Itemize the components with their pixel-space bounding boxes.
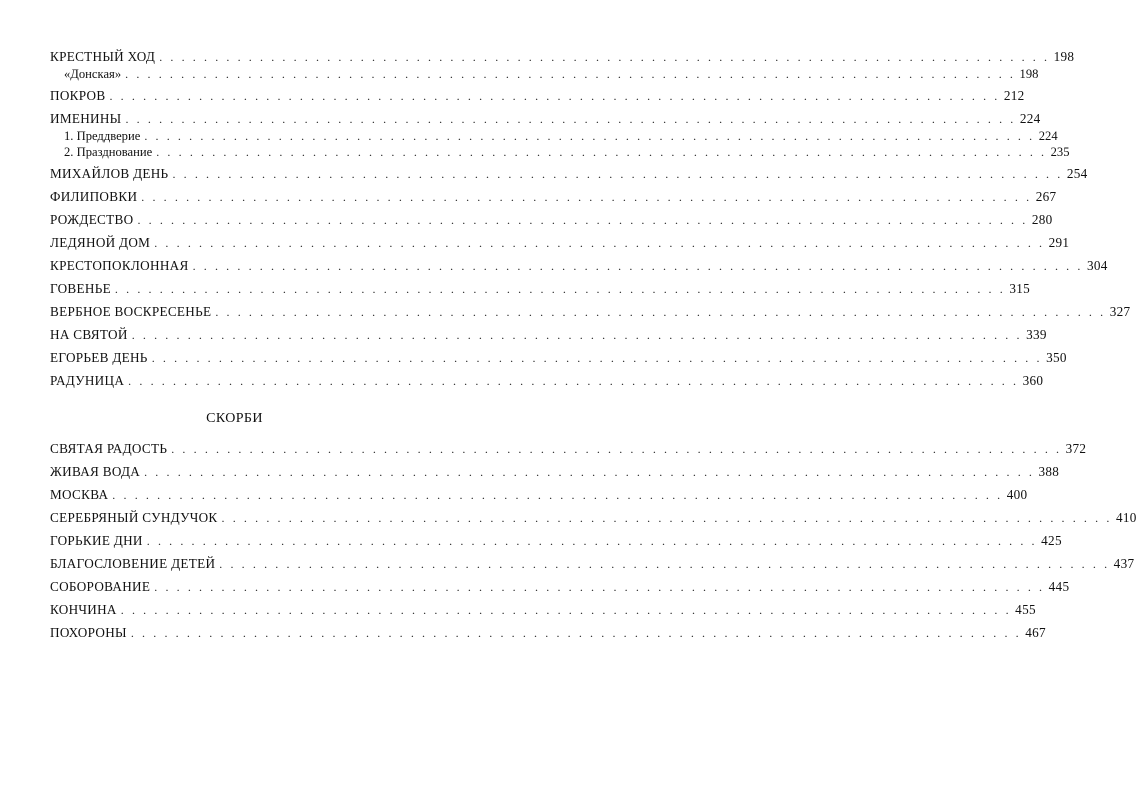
entry-title: КРЕСТОПОКЛОННАЯ xyxy=(50,258,189,273)
page-number: 400 xyxy=(1006,487,1028,502)
toc-entry xyxy=(50,235,1070,251)
toc-entry xyxy=(50,556,1135,572)
toc-entry xyxy=(50,49,1075,65)
page-number: 198 xyxy=(1019,67,1039,81)
toc-entry xyxy=(50,487,1028,503)
page-number: 350 xyxy=(1046,350,1067,365)
entry-title: НА СВЯТОЙ xyxy=(50,327,128,342)
toc-entry xyxy=(50,533,1062,549)
toc-subentry xyxy=(50,129,1058,143)
entry-title: СОБОРОВАНИЕ xyxy=(50,579,151,594)
dot-leader: . . . . . . . . . . . . . . . . . . . . . . . . . . . . . . . . . . . . . . . . . . . . . . . . . . . . . . . . . . . . . . . . . . . . . . . . . . . . . . . . xyxy=(151,351,1043,365)
entry-title: ГОВЕНЬЕ xyxy=(50,281,111,296)
entry-title: 2. Празднование xyxy=(64,145,153,159)
entry-title: 1. Преддверие xyxy=(64,129,141,143)
entry-title: КРЕСТНЫЙ ХОД xyxy=(50,49,156,64)
toc-entry xyxy=(50,88,1025,104)
entry-title: СЕРЕБРЯНЫЙ СУНДУЧОК xyxy=(50,510,218,525)
page-number: 224 xyxy=(1019,111,1041,126)
entry-title: РОЖДЕСТВО xyxy=(50,212,134,227)
dot-leader: . . . . . . . . . . . . . . . . . . . . . . . . . . . . . . . . . . . . . . . . . . . . . . . . . . . . . . . . . . . . . . . . . . . . . . . . . . . . . . . . xyxy=(154,236,1045,250)
toc-entry xyxy=(50,625,1046,641)
entry-title: ФИЛИПОВКИ xyxy=(50,189,138,204)
toc-entry xyxy=(50,304,1131,320)
entry-title: БЛАГОСЛОВЕНИЕ ДЕТЕЙ xyxy=(50,556,216,571)
page-number: 467 xyxy=(1025,625,1046,640)
toc-entry xyxy=(50,327,1047,343)
entry-title: ИМЕНИНЫ xyxy=(50,111,122,126)
page-number: 360 xyxy=(1022,373,1044,388)
dot-leader: . . . . . . . . . . . . . . . . . . . . . . . . . . . . . . . . . . . . . . . . . . . . . . . . . . . . . . . . . . . . . . . . . . . . . . . . . . . . . . . . xyxy=(219,557,1110,571)
dot-leader: . . . . . . . . . . . . . . . . . . . . . . . . . . . . . . . . . . . . . . . . . . . . . . . . . . . . . . . . . . . . . . . . . . . . . . . . . . . . . . . . xyxy=(112,488,1003,502)
toc-entry xyxy=(50,189,1057,205)
toc-entry xyxy=(50,166,1088,182)
dot-leader: . . . . . . . . . . . . . . . . . . . . . . . . . . . . . . . . . . . . . . . . . . . . . . . . . . . . . . . . . . . . . . . . . . . . . . . . . . . . . . . . xyxy=(171,442,1062,456)
dot-leader: . . . . . . . . . . . . . . . . . . . . . . . . . . . . . . . . . . . . . . . . . . . . . . . . . . . . . . . . . . . . . . . . . . . . . . . . . . . . . . . . xyxy=(131,328,1023,342)
page-number: 224 xyxy=(1038,129,1058,143)
entry-title: ЕГОРЬЕВ ДЕНЬ xyxy=(50,350,148,365)
dot-leader: . . . . . . . . . . . . . . . . . . . . . . . . . . . . . . . . . . . . . . . . . . . . . . . . . . . . . . . . . . . . . . . . . . . . . . . . . . . . . . . . xyxy=(154,580,1045,594)
toc-entry xyxy=(50,373,1044,389)
dot-leader: . . . . . . . . . . . . . . . . . . . . . . . . . . . . . . . . . . . . . . . . . . . . . . . . . . . . . . . . . . . . . . . . . . . . . . . . . . . . . . . . xyxy=(125,67,1016,81)
toc-entry xyxy=(50,111,1041,127)
dot-leader: . . . . . . . . . . . . . . . . . . . . . . . . . . . . . . . . . . . . . . . . . . . . . . . . . . . . . . . . . . . . . . . . . . . . . . . . . . . . . . . . xyxy=(215,305,1106,319)
section-heading: СКОРБИ xyxy=(206,411,263,426)
dot-leader: . . . . . . . . . . . . . . . . . . . . . . . . . . . . . . . . . . . . . . . . . . . . . . . . . . . . . . . . . . . . . . . . . . . . . . . . . . . . . . . . xyxy=(144,465,1035,479)
page-number: 339 xyxy=(1026,327,1047,342)
toc-entry xyxy=(50,258,1108,274)
dot-leader: . . . . . . . . . . . . . . . . . . . . . . . . . . . . . . . . . . . . . . . . . . . . . . . . . . . . . . . . . . . . . . . . . . . . . . . . . . . . . . . . xyxy=(114,282,1006,296)
entry-title: КОНЧИНА xyxy=(50,602,117,617)
entry-title: ПОХОРОНЫ xyxy=(50,625,127,640)
dot-leader: . . . . . . . . . . . . . . . . . . . . . . . . . . . . . . . . . . . . . . . . . . . . . . . . . . . . . . . . . . . . . . . . . . . . . . . . . . . . . . . . xyxy=(109,89,1000,103)
page-number: 425 xyxy=(1041,533,1062,548)
toc-entry xyxy=(50,350,1067,366)
entry-title: ЛЕДЯНОЙ ДОМ xyxy=(50,235,151,250)
page-number: 388 xyxy=(1038,464,1060,479)
entry-title: ВЕРБНОЕ ВОСКРЕСЕНЬЕ xyxy=(50,304,212,319)
page-number: 198 xyxy=(1053,49,1075,64)
dot-leader: . . . . . . . . . . . . . . . . . . . . . . . . . . . . . . . . . . . . . . . . . . . . . . . . . . . . . . . . . . . . . . . . . . . . . . . . . . . . . . . . xyxy=(221,511,1112,525)
page-number: 291 xyxy=(1048,235,1070,250)
dot-leader: . . . . . . . . . . . . . . . . . . . . . . . . . . . . . . . . . . . . . . . . . . . . . . . . . . . . . . . . . . . . . . . . . . . . . . . . . . . . . . . . xyxy=(125,112,1016,126)
dot-leader: . . . . . . . . . . . . . . . . . . . . . . . . . . . . . . . . . . . . . . . . . . . . . . . . . . . . . . . . . . . . . . . . . . . . . . . . . . . . . . . . xyxy=(172,167,1063,181)
toc-entry xyxy=(50,441,1087,457)
entry-title: «Донская» xyxy=(64,67,122,81)
dot-leader: . . . . . . . . . . . . . . . . . . . . . . . . . . . . . . . . . . . . . . . . . . . . . . . . . . . . . . . . . . . . . . . . . . . . . . . . . . . . . . . . xyxy=(144,129,1035,143)
page-number: 455 xyxy=(1015,602,1036,617)
page-number: 327 xyxy=(1109,304,1131,319)
dot-leader: . . . . . . . . . . . . . . . . . . . . . . . . . . . . . . . . . . . . . . . . . . . . . . . . . . . . . . . . . . . . . . . . . . . . . . . . . . . . . . . . xyxy=(120,603,1012,617)
entry-title: ПОКРОВ xyxy=(50,88,106,103)
table-of-contents xyxy=(50,49,1137,641)
toc-entry xyxy=(50,464,1060,480)
toc-entry xyxy=(50,212,1053,228)
dot-leader: . . . . . . . . . . . . . . . . . . . . . . . . . . . . . . . . . . . . . . . . . . . . . . . . . . . . . . . . . . . . . . . . . . . . . . . . . . . . . . . . xyxy=(128,374,1019,388)
dot-leader: . . . . . . . . . . . . . . . . . . . . . . . . . . . . . . . . . . . . . . . . . . . . . . . . . . . . . . . . . . . . . . . . . . . . . . . . . . . . . . . . xyxy=(146,534,1038,548)
page-number: 212 xyxy=(1003,88,1025,103)
page-number: 304 xyxy=(1086,258,1108,273)
dot-leader: . . . . . . . . . . . . . . . . . . . . . . . . . . . . . . . . . . . . . . . . . . . . . . . . . . . . . . . . . . . . . . . . . . . . . . . . . . . . . . . . xyxy=(130,626,1022,640)
toc-subentry xyxy=(50,145,1070,159)
toc-entry xyxy=(50,579,1070,595)
entry-title: РАДУНИЦА xyxy=(50,373,125,388)
dot-leader: . . . . . . . . . . . . . . . . . . . . . . . . . . . . . . . . . . . . . . . . . . . . . . . . . . . . . . . . . . . . . . . . . . . . . . . . . . . . . . . . xyxy=(159,50,1050,64)
page-number: 267 xyxy=(1035,189,1057,204)
entry-title: ГОРЬКИЕ ДНИ xyxy=(50,533,143,548)
page-number: 437 xyxy=(1113,556,1135,571)
page-number: 280 xyxy=(1031,212,1053,227)
entry-title: МИХАЙЛОВ ДЕНЬ xyxy=(50,166,169,181)
toc-entry xyxy=(50,602,1036,618)
page-number: 445 xyxy=(1048,579,1070,594)
dot-leader: . . . . . . . . . . . . . . . . . . . . . . . . . . . . . . . . . . . . . . . . . . . . . . . . . . . . . . . . . . . . . . . . . . . . . . . . . . . . . . . . xyxy=(156,145,1047,159)
page-number: 372 xyxy=(1065,441,1087,456)
dot-leader: . . . . . . . . . . . . . . . . . . . . . . . . . . . . . . . . . . . . . . . . . . . . . . . . . . . . . . . . . . . . . . . . . . . . . . . . . . . . . . . . xyxy=(141,190,1032,204)
entry-title: ЖИВАЯ ВОДА xyxy=(50,464,141,479)
entry-title: МОСКВА xyxy=(50,487,109,502)
toc-subentry xyxy=(50,67,1039,81)
page-number: 410 xyxy=(1115,510,1137,525)
toc-entry xyxy=(50,510,1137,526)
page-number: 235 xyxy=(1050,145,1070,159)
dot-leader: . . . . . . . . . . . . . . . . . . . . . . . . . . . . . . . . . . . . . . . . . . . . . . . . . . . . . . . . . . . . . . . . . . . . . . . . . . . . . . . . xyxy=(137,213,1028,227)
entry-title: СВЯТАЯ РАДОСТЬ xyxy=(50,441,168,456)
page-number: 315 xyxy=(1009,281,1031,296)
toc-entry xyxy=(50,281,1031,297)
page-number: 254 xyxy=(1066,166,1088,181)
dot-leader: . . . . . . . . . . . . . . . . . . . . . . . . . . . . . . . . . . . . . . . . . . . . . . . . . . . . . . . . . . . . . . . . . . . . . . . . . . . . . . . . xyxy=(192,259,1083,273)
